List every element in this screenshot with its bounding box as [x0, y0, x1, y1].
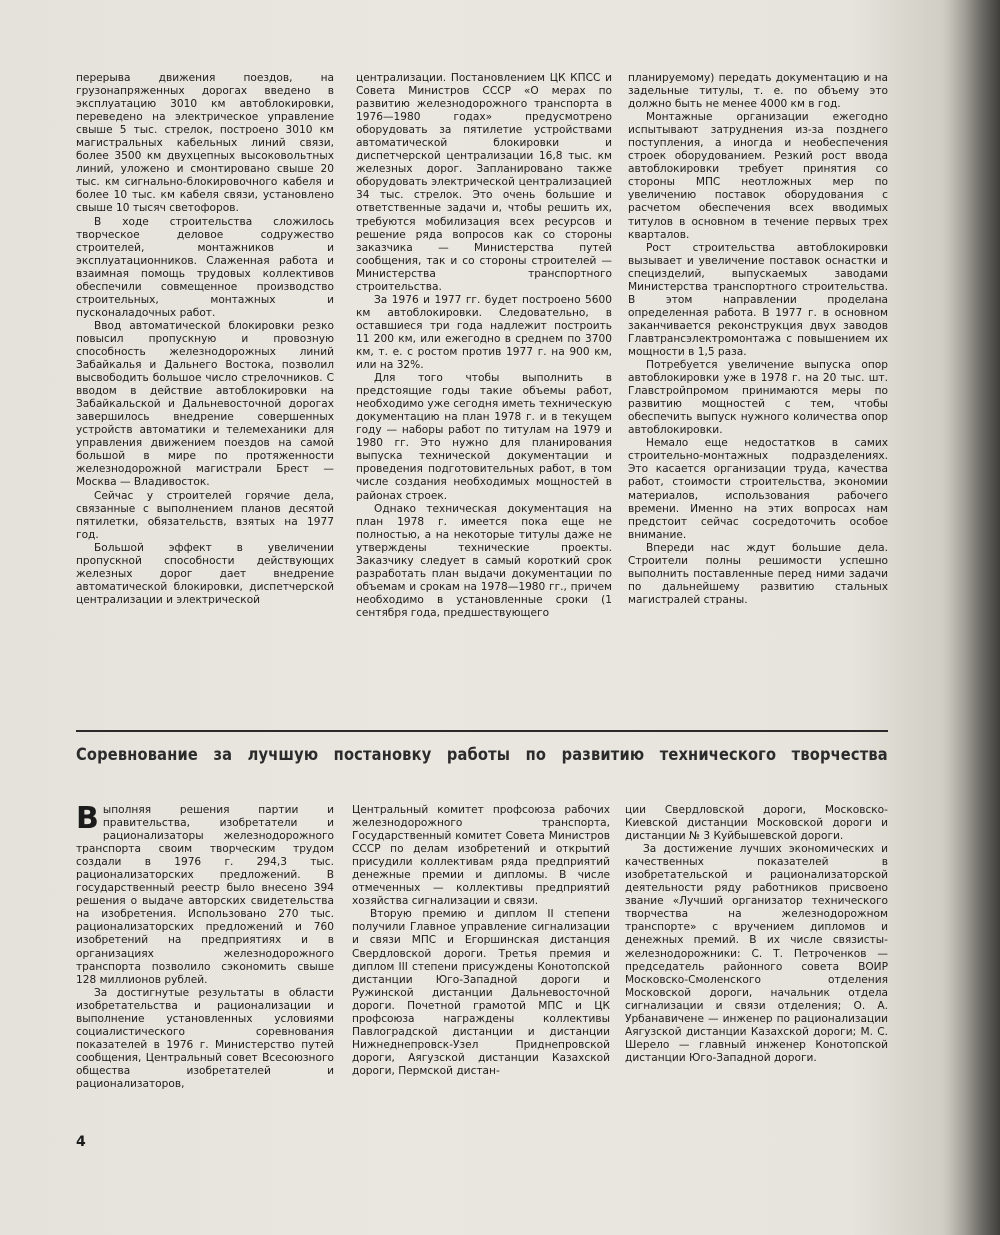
page-number: 4 — [76, 1134, 86, 1150]
paragraph: За достижение лучших экономических и качественных показателей в изобретательской и рационализаторской деятельности ряду работников присвоено звание «Лучший организатор технического творчества на железнодорожном транспорте» с вручением дипломов и денежных премий. В их числе связисты-железнодорожники: С. Т. Петроченков — председатель районного совета ВОИР Московско-Смоленского отделения Московской дороги, начальник отдела сигнализации и связи отделения; О. А. Урбанавичене — инженер по рационализации Аягузской дистанции Казахской дороги; М. С. Шерело — главный инженер Конотопской дистанции Юго-Западной дороги. — [625, 843, 888, 1064]
bottom-column-1 — [76, 801, 334, 1091]
paragraph: Большой эффект в увеличении пропускной способности действующих железных дорог дает внедрение автоматической блокировки, диспетчерской централизации и электрической — [76, 541, 334, 606]
lead-paragraph — [76, 801, 334, 987]
paragraph: Для того чтобы выполнить в предстоящие годы такие объемы работ, необходимо уже сегодня иметь техническую документацию на план 1978 г. и в текущем году — наборы работ по титулам на 1979 и 1980 гг. Это нужно для планирования выпуска технической документации и проведения подготовительных работ, в том числе создания необходимых мощностей в районах строек. — [356, 372, 612, 502]
paragraph: ции Свердловской дороги, Московско-Киевской дистанции Московской дороги и дистанции № 3 Куйбышевской дороги. — [625, 804, 888, 843]
paragraph: Рост строительства автоблокировки вызывает и увеличение поставок оснастки и специзделий, выпускаемых заводами Министерства транспортного строительства. В этом направлении проделана определенная работа. В 1977 г. в основном заканчивается реконструкция двух заводов Главтрансэлектромонтажа с повышением их мощности в 1,5 раза. — [628, 241, 888, 358]
paragraph: Вторую премию и диплом II степени получили Главное управление сигнализации и связи МПС и Егоршинская дистанция Свердловской дороги. Третья премия и диплом III степени присуждены Конотопской дистанции Юго-Западной дороги и Ружинской дистанции Дальневосточной дороги. Почетной грамотой МПС и ЦК профсоюза награждены коллективы Павлоградской дистанции и дистанции Нижнеднепровск-Узел Приднепровской дороги, Аягузской дистанции Казахской дороги, Пермской дистан- — [352, 908, 610, 1077]
top-column-1 — [76, 72, 334, 607]
paragraph: Однако техническая документация на план 1978 г. имеется пока еще не полностью, а на некоторые титулы даже не утверждены технические проекты. Заказчику следует в самый короткий срок разработать план выдачи документации по объемам и срокам на 1978—1980 гг., причем необходимо в установленные сроки (1 сентября года, предшествующего — [356, 502, 612, 619]
lead-text: ыполняя решения партии и правительства, изобретатели и рационализаторы железнодорожного транспорта своим творческим трудом создали в 1976 г. 294,3 тыс. рационализаторских предложений. В государственный реестр было внесено 394 решения о выдаче авторских свидетельства на изобретения. Использовано 270 тыс. рационализаторских предложений и 760 изобретений на предприятиях и в организациях железнодорожного транспорта позволило сэкономить свыше 128 миллионов рублей. — [76, 804, 334, 986]
section-divider — [76, 730, 888, 732]
binding-shadow — [942, 0, 1000, 1235]
paragraph: Потребуется увеличение выпуска опор автоблокировки уже в 1978 г. на 20 тыс. шт. Главстройпромом принимаются меры по развитию мощностей с тем, чтобы обеспечить выпуск нужного количества опор автоблокировки. — [628, 359, 888, 437]
bottom-column-3 — [625, 804, 888, 1065]
paragraph: Впереди нас ждут большие дела. Строители полны решимости успешно выполнить поставленные перед ними задачи по дальнейшему развитию стальных магистралей страны. — [628, 541, 888, 606]
paragraph: планируемому) передать документацию и на задельные титулы, т. е. по объему это должно быть не менее 4000 км в год. — [628, 72, 888, 111]
paragraph: Сейчас у строителей горячие дела, связанные с выполнением планов десятой пятилетки, обязательств, взятых на 1977 год. — [76, 489, 334, 541]
top-column-2 — [356, 72, 612, 620]
paragraph: централизации. Постановлением ЦК КПСС и Совета Министров СССР «О мерах по развитию железнодорожного транспорта в 1976—1980 годах» предусмотрено оборудовать за пятилетие устройствами автоматической блокировки и диспетчерской централизации 16,8 тыс. км железных дорог. Запланировано также оборудовать электрической централизацией 34 тыс. стрелок. Это очень большие и ответственные задачи и, чтобы решить их, требуются мобилизация всех ресурсов и решение ряда вопросов как со стороны заказчика — Министерства путей сообщения, так и со стороны строителей — Министерства транспортного строительства. — [356, 72, 612, 293]
paragraph: Монтажные организации ежегодно испытывают затруднения из-за позднего поступления, а иногда и необеспечения строек оборудованием. Резкий рост ввода автоблокировки требует принятия со стороны МПС неотложных мер по увеличению поставок оборудования с расчетом обеспечения всех вводимых титулов в основном в течение первых трех кварталов. — [628, 111, 888, 241]
paragraph: За 1976 и 1977 гг. будет построено 5600 км автоблокировки. Следовательно, в оставшиеся три года надлежит построить 11 200 км, или ежегодно в среднем по 3700 км, т. е. с ростом против 1977 г. на 900 км, или на 32%. — [356, 293, 612, 372]
paragraph: Ввод автоматической блокировки резко повысил пропускную и провозную способность железнодорожных линий Забайкалья и Дальнего Востока, позволил высвободить большое число стрелочников. С вводом в действие автоблокировки на Забайкальской и Дальневосточной дорогах завершилось внедрение совершенных устройств автоматики и телемеханики для управления движением поездов на самой большой в мире по протяженности железнодорожной магистрали Брест — Москва — Владивосток. — [76, 319, 334, 489]
paragraph: Немало еще недостатков в самих строительно-монтажных подразделениях. Это касается организации труда, качества работ, стоимости строительства, экономии материалов, использования рабочего времени. Именно на этих вопросах нам предстоит сейчас сосредоточить особое внимание. — [628, 437, 888, 541]
bottom-column-2 — [352, 804, 610, 1078]
paragraph: перерыва движения поездов, на грузонапряженных дорогах введено в эксплуатацию 3010 км автоблокировки, переведено на электрическое управление свыше 5 тыс. стрелок, построено 3010 км магистральных кабельных линий связи, более 3500 км двухцепных высоковольтных линий, уложено и смонтировано свыше 20 тыс. км сигнально-блокировочного кабеля и более 10 тыс. км кабеля связи, установлено свыше 10 тысяч светофоров. — [76, 72, 334, 215]
paragraph: Центральный комитет профсоюза рабочих железнодорожного транспорта, Государственный комитет Совета Министров СССР по делам изобретений и открытий присудили коллективам ряда предприятий денежные премии и дипломы. В числе отмеченных — коллективы предприятий хозяйства сигнализации и связи. — [352, 804, 610, 908]
paragraph: За достигнутые результаты в области изобретательства и рационализации и выполнение установленных условиями социалистического соревнования показателей в 1976 г. Министерство путей сообщения, Центральный совет Всесоюзного общества изобретателей и рационализаторов, — [76, 986, 334, 1090]
paragraph: В ходе строительства сложилось творческое деловое содружество строителей, монтажников и эксплуатационников. Слаженная работа и взаимная помощь трудовых коллективов обеспечили совмещенное производство строительных, монтажных и пусконаладочных работ. — [76, 215, 334, 319]
top-column-3 — [628, 72, 888, 607]
drop-cap: В — [76, 801, 99, 836]
section-heading: Соревнование за лучшую постановку работы по развитию технического творчества — [76, 745, 888, 765]
